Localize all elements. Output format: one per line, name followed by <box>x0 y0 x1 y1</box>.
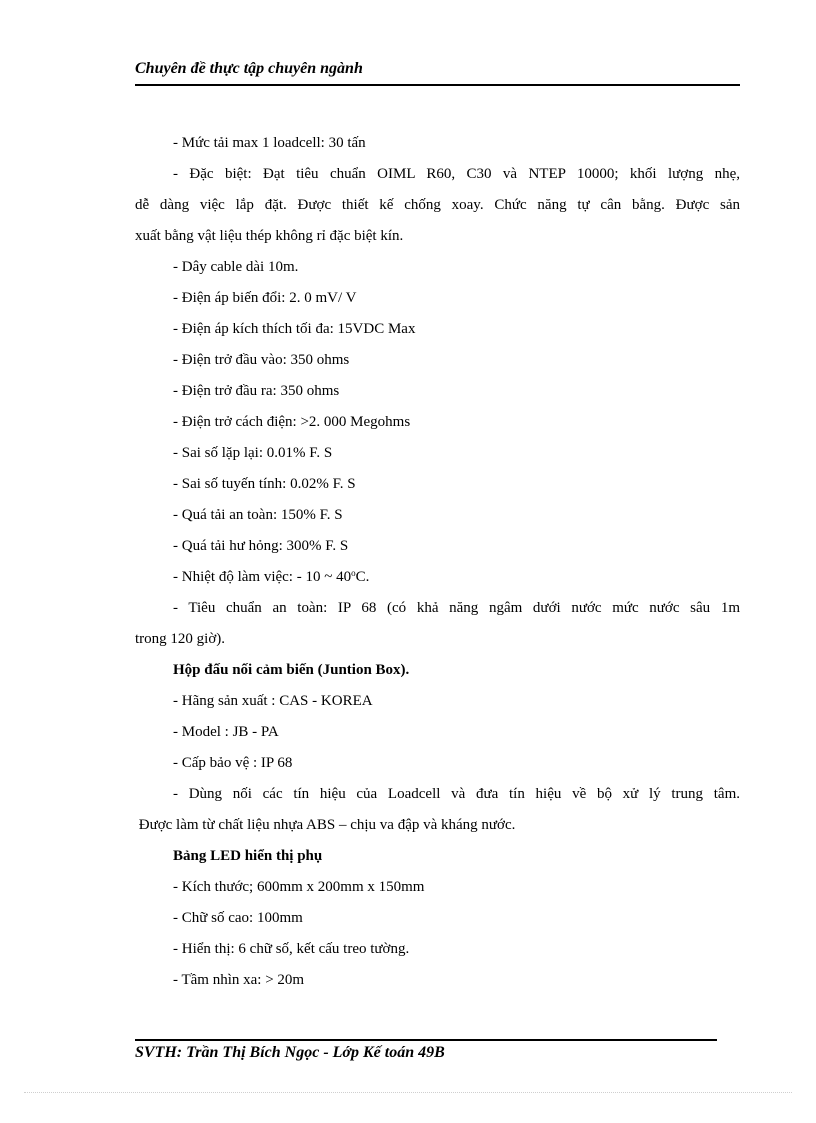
header-divider <box>135 84 740 86</box>
led-board-line: - Chữ số cao: 100mm <box>173 910 303 926</box>
page-header-title: Chuyên đề thực tập chuyên ngành <box>135 60 363 77</box>
spec-line: - Quá tải an toàn: 150% F. S <box>173 507 343 523</box>
temperature-prefix: - Nhiệt độ làm việc: - 10 ~ 40 <box>173 569 352 585</box>
junction-box-line: - Cấp bảo vệ : IP 68 <box>173 755 293 771</box>
spec-line: - Điện trở đầu vào: 350 ohms <box>173 352 350 368</box>
document-body <box>135 131 740 999</box>
junction-box-line: - Model : JB - PA <box>173 724 279 740</box>
temperature-suffix: C. <box>355 569 370 585</box>
led-board-line: - Kích thước; 600mm x 200mm x 150mm <box>173 879 425 895</box>
spec-line: - Điện áp biến đổi: 2. 0 mV/ V <box>173 290 357 306</box>
spec-line: - Đặc biệt: Đạt tiêu chuẩn OIML R60, C30 và NTEP 10000; khối lượng nhẹ, <box>173 166 740 182</box>
junction-box-heading: Hộp đấu nối cảm biến (Juntion Box). <box>173 662 410 678</box>
spec-line: - Tiêu chuẩn an toàn: IP 68 (có khả năng ngâm dưới nước mức nước sâu 1m <box>173 600 740 616</box>
spec-line: - Sai số lặp lại: 0.01% F. S <box>173 445 333 461</box>
spec-line: - Sai số tuyến tính: 0.02% F. S <box>173 476 356 492</box>
footer-divider <box>135 1039 717 1041</box>
temperature-line <box>135 565 740 596</box>
degree-superscript: o <box>351 568 356 578</box>
spec-line: - Điện trở đầu ra: 350 ohms <box>173 383 340 399</box>
spec-line: - Quá tải hư hỏng: 300% F. S <box>173 538 349 554</box>
spec-line: - Điện áp kích thích tối đa: 15VDC Max <box>173 321 416 337</box>
spec-line: xuất bằng vật liệu thép không rỉ đặc biệt kín. <box>135 228 404 244</box>
junction-box-line: - Dùng nối các tín hiệu của Loadcell và đưa tín hiệu về bộ xử lý trung tâm. <box>173 786 740 802</box>
page-bottom-border <box>24 1092 792 1093</box>
junction-box-line: Được làm từ chất liệu nhựa ABS – chịu va đập và kháng nước. <box>135 817 516 833</box>
spec-line: - Mức tải max 1 loadcell: 30 tấn <box>173 135 366 151</box>
junction-box-line: - Hãng sản xuất : CAS - KOREA <box>173 693 373 709</box>
led-board-line: - Tầm nhìn xa: > 20m <box>173 972 305 988</box>
page-footer-author: SVTH: Trần Thị Bích Ngọc - Lớp Kế toán 49B <box>135 1044 445 1061</box>
spec-line: - Điện trở cách điện: >2. 000 Megohms <box>173 414 411 430</box>
spec-line: trong 120 giờ). <box>135 631 226 647</box>
spec-line: - Dây cable dài 10m. <box>173 259 299 275</box>
spec-line: dễ dàng việc lắp đặt. Được thiết kế chống xoay. Chức năng tự cân bằng. Được sản <box>135 197 740 213</box>
led-board-heading: Bảng LED hiển thị phụ <box>173 848 323 864</box>
led-board-line: - Hiển thị: 6 chữ số, kết cấu treo tường. <box>173 941 410 957</box>
